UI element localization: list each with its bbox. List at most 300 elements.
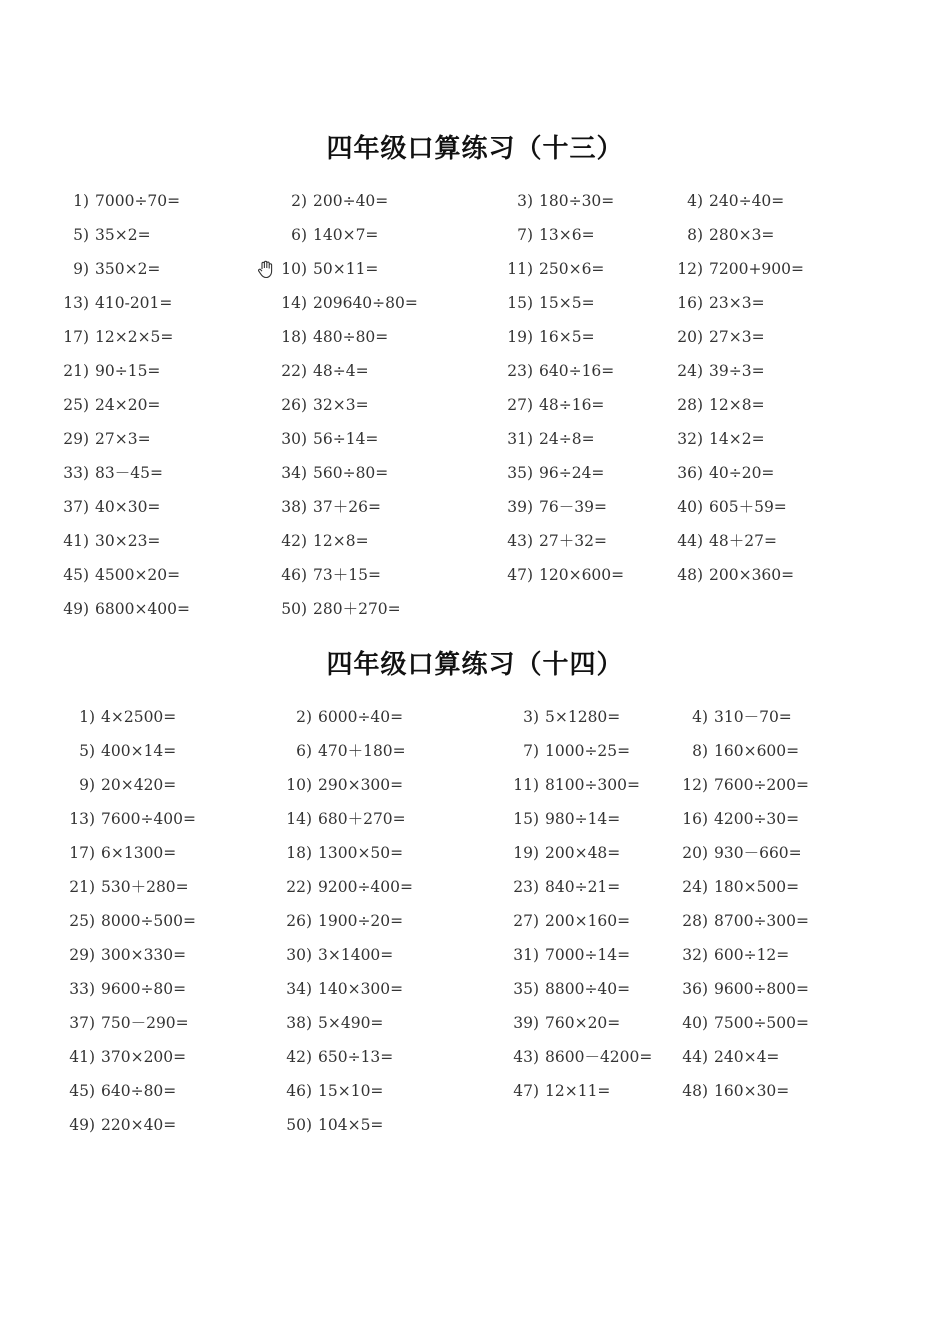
problem-expression: 160×30= [714,1082,790,1100]
problem-number: 14) [281,294,307,312]
problem-number: 18) [286,844,312,862]
problem-row [0,938,950,972]
problem-item [275,870,413,904]
problem-number: 21) [69,878,95,896]
problem-item [275,836,403,870]
problem-expression: 104×5= [318,1116,384,1134]
problem-number: 49) [63,600,89,618]
problem-expression: 640÷80= [101,1082,177,1100]
problem-row [0,184,950,218]
problem-number: 9) [73,260,89,278]
problem-expression: 37＋26= [313,498,381,516]
problem-item [666,490,787,524]
problem-expression: 280×3= [709,226,775,244]
problem-number: 41) [63,532,89,550]
problem-number: 3) [523,708,539,726]
problem-expression: 840÷21= [545,878,621,896]
problem-row [0,558,950,592]
problem-item [666,184,784,218]
problem-expression: 9600÷80= [101,980,187,998]
problem-item [54,320,173,354]
problem-expression: 8800÷40= [545,980,631,998]
problem-expression: 90÷15= [95,362,161,380]
section-title: 四年级口算练习（十三） [326,134,624,164]
problem-number: 40) [682,1014,708,1032]
problem-item [502,972,630,1006]
problem-expression: 12×8= [709,396,765,414]
problem-number: 30) [281,430,307,448]
problem-item [671,802,799,836]
problem-item [502,904,630,938]
problem-row [0,286,950,320]
problem-item [275,1108,383,1142]
problem-item [275,734,406,768]
problem-number: 11) [513,776,539,794]
problem-expression: 7500÷500= [714,1014,810,1032]
problem-expression: 24×20= [95,396,161,414]
problem-item [270,184,388,218]
problem-item [671,768,809,802]
problem-row [0,490,950,524]
problem-item [270,388,369,422]
problem-item [502,802,620,836]
problem-expression: 220×40= [101,1116,177,1134]
problem-number: 39) [507,498,533,516]
problem-expression: 350×2= [95,260,161,278]
problem-expression: 200×48= [545,844,621,862]
problem-item [666,388,765,422]
problem-expression: 7600÷400= [101,810,197,828]
problem-item [54,592,190,626]
problem-item [60,1074,176,1108]
problem-item [54,184,180,218]
problem-number: 1) [79,708,95,726]
problem-number: 40) [677,498,703,516]
problem-item [60,700,176,734]
problem-row [0,972,950,1006]
problem-item [270,422,378,456]
problem-item [275,938,393,972]
problem-item [496,286,595,320]
problem-expression: 410-201= [95,294,173,312]
problem-expression: 240÷40= [709,192,785,210]
problem-number: 20) [682,844,708,862]
problem-expression: 240×4= [714,1048,780,1066]
problem-number: 48) [682,1082,708,1100]
problem-expression: 6×1300= [101,844,177,862]
problem-item [502,700,620,734]
problem-expression: 200÷40= [313,192,389,210]
problem-expression: 400×14= [101,742,177,760]
problem-number: 45) [69,1082,95,1100]
problem-item [270,252,378,286]
problem-item [671,1006,809,1040]
problem-item [54,354,160,388]
problem-expression: 56÷14= [313,430,379,448]
problem-number: 19) [507,328,533,346]
problem-number: 36) [677,464,703,482]
problem-item [60,870,189,904]
problem-number: 34) [281,464,307,482]
problem-item [496,218,595,252]
hand-pointer-icon [256,260,276,280]
problem-number: 16) [677,294,703,312]
problem-number: 25) [69,912,95,930]
problem-item [275,1040,393,1074]
problem-expression: 4200÷30= [714,810,800,828]
problem-number: 48) [677,566,703,584]
problem-item [270,354,369,388]
problem-item [502,836,620,870]
problem-expression: 27×3= [709,328,765,346]
problem-row [0,870,950,904]
problem-item [496,558,624,592]
problem-number: 45) [63,566,89,584]
problem-item [671,700,792,734]
problem-expression: 27×3= [95,430,151,448]
problem-item [54,388,160,422]
problem-number: 41) [69,1048,95,1066]
problem-row [0,700,950,734]
problem-item [502,1006,620,1040]
problem-number: 46) [281,566,307,584]
problem-number: 35) [507,464,533,482]
problem-item [666,456,774,490]
problem-expression: 50×11= [313,260,379,278]
problem-expression: 605＋59= [709,498,787,516]
problem-item [54,286,172,320]
problem-number: 24) [677,362,703,380]
problem-row [0,768,950,802]
problem-number: 29) [63,430,89,448]
problem-row [0,836,950,870]
problem-row [0,354,950,388]
problem-expression: 7000÷14= [545,946,631,964]
problem-number: 26) [281,396,307,414]
problem-item [270,592,401,626]
problem-row [0,734,950,768]
section-title: 四年级口算练习（十四） [326,650,624,680]
problem-number: 37) [63,498,89,516]
problem-number: 31) [513,946,539,964]
problem-number: 36) [682,980,708,998]
problem-row [0,524,950,558]
problem-number: 4) [687,192,703,210]
problem-item [496,422,595,456]
problem-expression: 1000÷25= [545,742,631,760]
problem-number: 25) [63,396,89,414]
problem-item [496,456,604,490]
problem-expression: 48÷16= [539,396,605,414]
problem-item [502,938,630,972]
problem-item [496,490,607,524]
problem-number: 27) [513,912,539,930]
problem-number: 17) [69,844,95,862]
problem-expression: 200×160= [545,912,631,930]
problem-item [666,252,804,286]
problem-expression: 20×420= [101,776,177,794]
problem-expression: 35×2= [95,226,151,244]
problem-number: 11) [507,260,533,278]
problem-expression: 9600÷800= [714,980,810,998]
problem-number: 18) [281,328,307,346]
problem-expression: 73＋15= [313,566,381,584]
problem-expression: 14×2= [709,430,765,448]
problem-expression: 209640÷80= [313,294,418,312]
problem-number: 49) [69,1116,95,1134]
problem-expression: 24÷8= [539,430,595,448]
problem-number: 28) [682,912,708,930]
problem-item [502,768,640,802]
problem-expression: 23×3= [709,294,765,312]
problem-number: 6) [291,226,307,244]
problem-number: 17) [63,328,89,346]
problem-number: 4) [692,708,708,726]
problem-item [275,1006,383,1040]
problem-expression: 370×200= [101,1048,187,1066]
problem-expression: 1900÷20= [318,912,404,930]
problem-expression: 48÷4= [313,362,369,380]
problem-number: 10) [281,260,307,278]
problem-row [0,422,950,456]
problem-number: 8) [687,226,703,244]
problem-row [0,252,950,286]
problem-number: 21) [63,362,89,380]
problem-item [666,422,765,456]
problem-number: 15) [507,294,533,312]
problem-expression: 15×10= [318,1082,384,1100]
problem-row [0,802,950,836]
problem-number: 32) [682,946,708,964]
problem-item [270,524,369,558]
problem-number: 43) [507,532,533,550]
problem-number: 2) [296,708,312,726]
problem-expression: 530＋280= [101,878,189,896]
problem-expression: 930－660= [714,844,802,862]
problem-item [666,558,794,592]
problem-number: 2) [291,192,307,210]
problem-number: 31) [507,430,533,448]
problem-item [275,1074,383,1108]
problem-number: 22) [286,878,312,896]
problem-item [270,320,388,354]
problem-expression: 280＋270= [313,600,401,618]
problem-number: 44) [677,532,703,550]
problem-expression: 39÷3= [709,362,765,380]
problem-number: 19) [513,844,539,862]
problem-item [270,558,381,592]
problem-row [0,1006,950,1040]
problem-number: 12) [682,776,708,794]
problem-item [671,870,799,904]
problem-item [54,218,151,252]
problem-number: 7) [517,226,533,244]
problem-expression: 4×2500= [101,708,177,726]
problem-number: 39) [513,1014,539,1032]
problem-number: 47) [507,566,533,584]
problem-number: 6) [296,742,312,760]
problem-row [0,1108,950,1142]
problem-number: 23) [513,878,539,896]
problem-number: 7) [523,742,539,760]
problem-item [666,320,765,354]
problem-item [496,184,614,218]
problem-expression: 6000÷40= [318,708,404,726]
problem-number: 38) [286,1014,312,1032]
problem-expression: 32×3= [313,396,369,414]
problem-number: 22) [281,362,307,380]
problem-number: 50) [286,1116,312,1134]
problem-expression: 250×6= [539,260,605,278]
problem-item [666,524,777,558]
problem-item [54,252,160,286]
problem-item [275,700,403,734]
problem-number: 8) [692,742,708,760]
problem-expression: 12×8= [313,532,369,550]
problem-row [0,592,950,626]
problem-item [671,904,809,938]
problem-row [0,388,950,422]
problem-item [60,836,176,870]
problem-expression: 120×600= [539,566,625,584]
problem-expression: 470＋180= [318,742,406,760]
problem-item [60,734,176,768]
problem-item [60,1108,176,1142]
problem-number: 35) [513,980,539,998]
problem-item [270,286,418,320]
problem-number: 42) [286,1048,312,1066]
problem-expression: 4500×20= [95,566,181,584]
problem-row [0,218,950,252]
problem-number: 38) [281,498,307,516]
problem-number: 23) [507,362,533,380]
problem-number: 33) [63,464,89,482]
problem-expression: 40×30= [95,498,161,516]
problem-item [60,972,186,1006]
problem-item [275,802,406,836]
problem-expression: 5×1280= [545,708,621,726]
problem-row [0,904,950,938]
problem-item [60,768,176,802]
problem-number: 44) [682,1048,708,1066]
problem-expression: 140×7= [313,226,379,244]
problem-expression: 8700÷300= [714,912,810,930]
problem-item [502,870,620,904]
problem-item [54,558,180,592]
problem-number: 13) [69,810,95,828]
problem-number: 27) [507,396,533,414]
problem-number: 46) [286,1082,312,1100]
problem-expression: 13×6= [539,226,595,244]
problem-expression: 6800×400= [95,600,191,618]
problem-expression: 650÷13= [318,1048,394,1066]
problem-item [275,768,403,802]
problem-number: 12) [677,260,703,278]
problem-item [502,1040,652,1074]
problem-number: 3) [517,192,533,210]
problem-item [60,904,196,938]
problem-item [671,1040,779,1074]
problem-expression: 680＋270= [318,810,406,828]
problem-item [496,388,604,422]
problem-number: 47) [513,1082,539,1100]
problem-expression: 30×23= [95,532,161,550]
problem-number: 29) [69,946,95,964]
problem-expression: 1300×50= [318,844,404,862]
problem-expression: 12×2×5= [95,328,174,346]
problem-expression: 750－290= [101,1014,189,1032]
problem-item [502,1074,610,1108]
problem-expression: 160×600= [714,742,800,760]
problem-number: 15) [513,810,539,828]
problem-expression: 27＋32= [539,532,607,550]
problem-number: 42) [281,532,307,550]
problem-number: 16) [682,810,708,828]
problem-item [671,938,789,972]
problem-expression: 8000÷500= [101,912,197,930]
problem-expression: 300×330= [101,946,187,964]
problem-expression: 16×5= [539,328,595,346]
problem-expression: 3×1400= [318,946,394,964]
problem-item [671,972,809,1006]
problem-number: 1) [73,192,89,210]
problem-expression: 560÷80= [313,464,389,482]
problem-row [0,1040,950,1074]
problem-item [54,524,160,558]
problem-expression: 310－70= [714,708,792,726]
problem-item [60,1040,186,1074]
problem-item [671,734,799,768]
problem-expression: 7000÷70= [95,192,181,210]
problem-expression: 480÷80= [313,328,389,346]
problem-item [60,938,186,972]
problem-expression: 7200+900= [709,260,805,278]
problem-item [54,422,151,456]
problem-number: 30) [286,946,312,964]
problem-number: 5) [79,742,95,760]
problem-expression: 48＋27= [709,532,777,550]
problem-expression: 980÷14= [545,810,621,828]
problem-expression: 8100÷300= [545,776,641,794]
problem-expression: 40÷20= [709,464,775,482]
problem-expression: 12×11= [545,1082,611,1100]
problem-expression: 180×500= [714,878,800,896]
problem-item [275,972,403,1006]
problem-number: 26) [286,912,312,930]
problem-expression: 15×5= [539,294,595,312]
problem-row [0,1074,950,1108]
problem-number: 43) [513,1048,539,1066]
problem-number: 32) [677,430,703,448]
problem-item [54,456,163,490]
problem-expression: 180÷30= [539,192,615,210]
problem-expression: 76－39= [539,498,607,516]
problem-item [496,320,595,354]
problem-number: 14) [286,810,312,828]
problem-expression: 7600÷200= [714,776,810,794]
problem-number: 5) [73,226,89,244]
problem-item [275,904,403,938]
problem-expression: 83－45= [95,464,163,482]
problem-item [502,734,630,768]
problem-number: 9) [79,776,95,794]
problem-item [496,524,607,558]
problem-item [496,354,614,388]
problem-number: 50) [281,600,307,618]
problem-expression: 8600－4200= [545,1048,653,1066]
problem-number: 37) [69,1014,95,1032]
problem-number: 28) [677,396,703,414]
